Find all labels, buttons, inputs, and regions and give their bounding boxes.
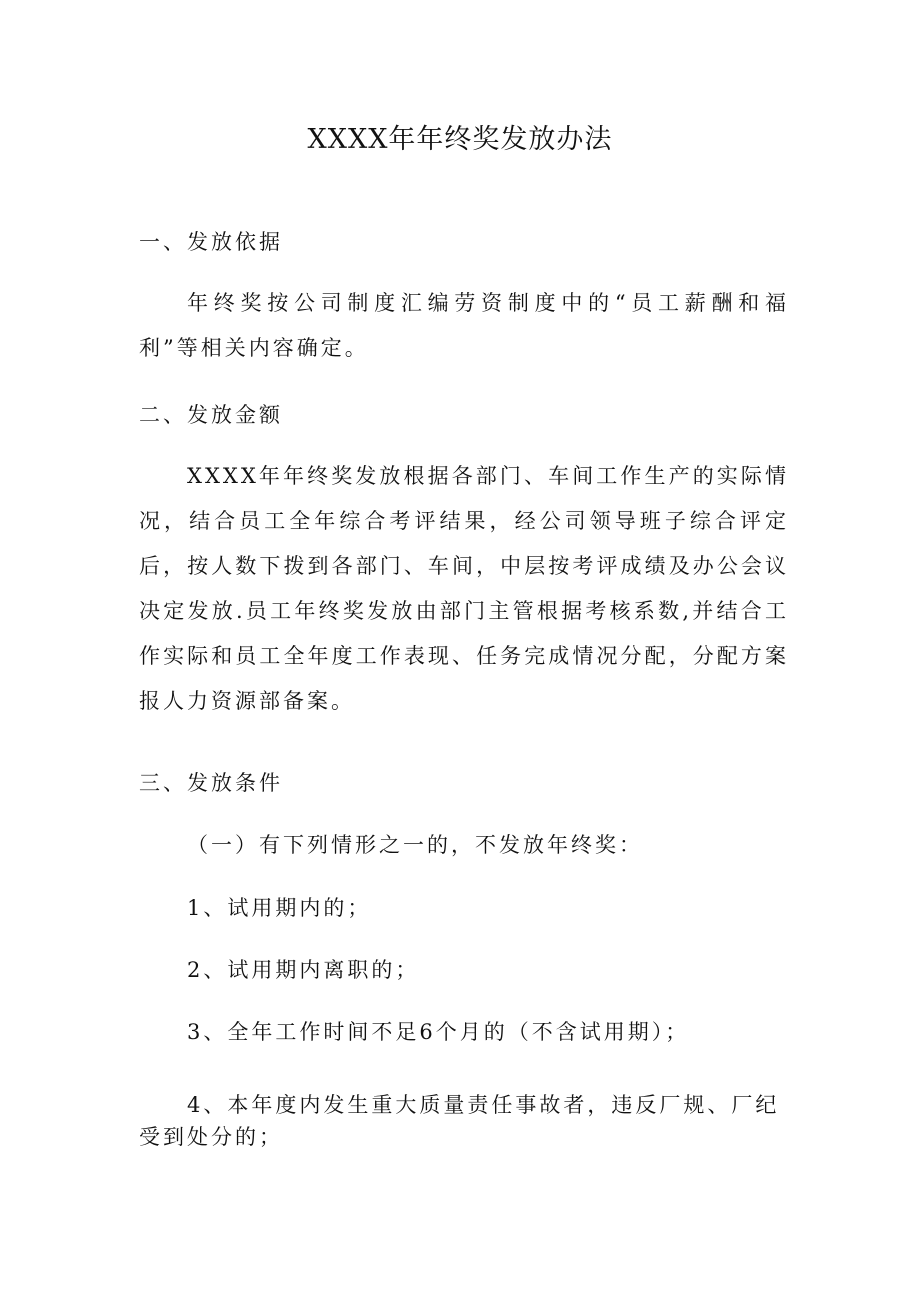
section-1-heading: 一、发放依据 <box>139 230 283 254</box>
section-2-heading: 二、发放金额 <box>139 403 283 427</box>
condition-item-3: 3、全年工作时间不足6个月的（不含试用期）； <box>187 1020 690 1044</box>
section-3-subheading: （一）有下列情形之一的，不发放年终奖： <box>187 833 643 857</box>
condition-item-4: 4、本年度内发生重大质量责任事故者，违反厂规、厂纪受到处分的； <box>139 1093 780 1149</box>
section-3-heading: 三、发放条件 <box>139 771 283 795</box>
condition-item-2: 2、试用期内离职的； <box>187 958 420 982</box>
document-title: XXXX年年终奖发放办法 <box>307 124 613 155</box>
section-2-paragraph: XXXX年年终奖发放根据各部门、车间工作生产的实际情况，结合员工全年综合考评结果，经公司领导班子综合评定后，按人数下拨到各部门、车间，中层按考评成绩及办公会议决定发放.员工年终奖发放由部门主管根据考核系数,并结合工作实际和员工全年度工作表现、任务完成情况分配，分配方案报人力资源部备案。 <box>139 464 789 713</box>
section-1-paragraph: 年终奖按公司制度汇编劳资制度中的“员工薪酬和福利”等相关内容确定。 <box>139 291 789 360</box>
condition-item-1: 1、试用期内的； <box>187 896 372 920</box>
